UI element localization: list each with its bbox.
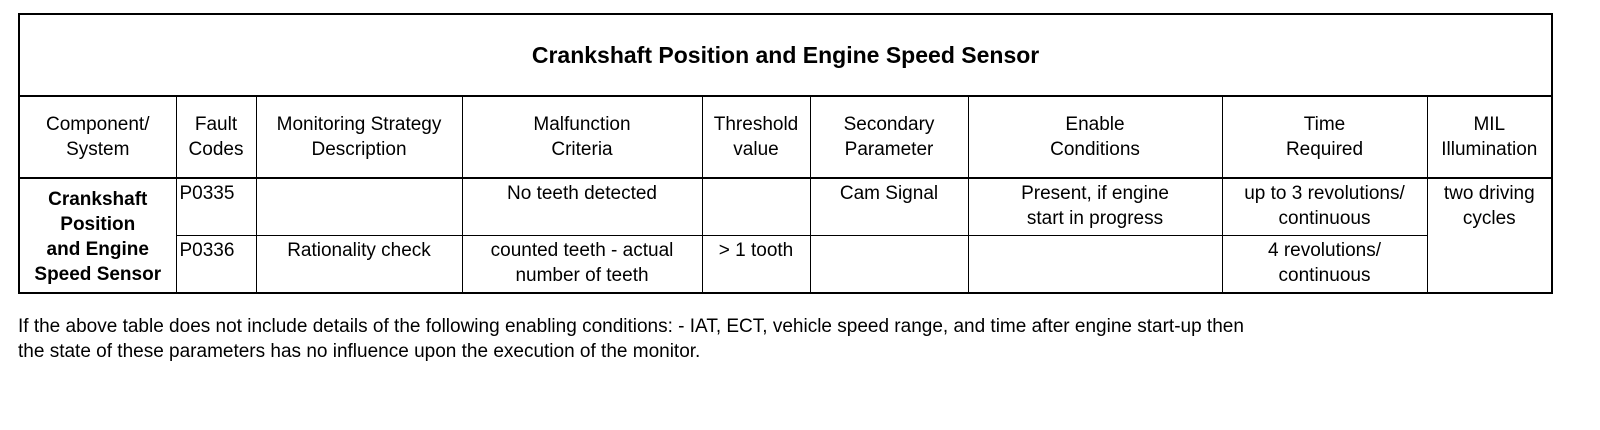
cell-line: No teeth detected — [507, 183, 657, 204]
cell-line: continuous — [1278, 265, 1371, 286]
header-line: System — [66, 139, 130, 160]
cell-line: Present, if engine — [1021, 183, 1169, 204]
header-line: Codes — [188, 139, 244, 160]
header-line: Fault — [194, 114, 238, 135]
header-enable-conditions — [968, 96, 1222, 178]
header-monitoring-strategy — [256, 96, 462, 178]
cell-line: start in progress — [1026, 208, 1164, 229]
header-fault-codes — [176, 96, 256, 178]
time-required-cell — [1222, 178, 1427, 236]
cell-line: number of teeth — [515, 265, 649, 286]
cell-line: Cam Signal — [839, 183, 939, 204]
cell-line: 4 revolutions/ — [1267, 240, 1381, 261]
header-line: Description — [311, 139, 407, 160]
footnote-line: the state of these parameters has no influence upon the execution of the monitor. — [18, 341, 701, 362]
header-line: value — [733, 139, 779, 160]
header-line: Illumination — [1441, 139, 1538, 160]
table-row — [19, 178, 1552, 236]
threshold-value-cell — [702, 236, 810, 294]
header-secondary-parameter — [810, 96, 968, 178]
component-line: and Engine — [46, 238, 149, 260]
threshold-value-cell — [702, 178, 810, 236]
footnote-line: If the above table does not include details of the following enabling conditions: - IAT, ECT, vehicle speed range, and time after engine start-up then — [18, 316, 1244, 337]
header-line: Required — [1285, 139, 1364, 160]
cell-line: cycles — [1462, 208, 1516, 229]
header-time-required — [1222, 96, 1427, 178]
time-required-cell — [1222, 236, 1427, 294]
header-mil-illumination — [1427, 96, 1552, 178]
cell-line: counted teeth - actual — [490, 240, 674, 261]
header-line: Parameter — [844, 139, 934, 160]
component-line: Speed Sensor — [34, 263, 162, 285]
header-line: Secondary — [843, 114, 935, 135]
table-title: Crankshaft Position and Engine Speed Sensor — [19, 14, 1552, 96]
secondary-parameter-cell — [810, 178, 968, 236]
secondary-parameter-cell — [810, 236, 968, 294]
footnote — [18, 314, 1558, 364]
cell-line: up to 3 revolutions/ — [1244, 183, 1405, 204]
component-line: Crankshaft — [48, 188, 148, 210]
fault-code-cell: P0335 — [176, 178, 256, 236]
header-line: MIL — [1473, 114, 1506, 135]
monitoring-strategy-cell — [256, 178, 462, 236]
mil-illumination-cell — [1427, 178, 1552, 293]
table-row — [19, 236, 1552, 294]
enable-conditions-cell — [968, 178, 1222, 236]
monitoring-strategy-cell — [256, 236, 462, 294]
header-line: Enable — [1065, 114, 1125, 135]
component-line: Position — [60, 213, 136, 235]
diagnostic-table — [18, 13, 1553, 294]
header-component-system — [19, 96, 176, 178]
component-cell — [19, 178, 176, 293]
cell-line: continuous — [1278, 208, 1371, 229]
header-line: Malfunction — [533, 114, 631, 135]
cell-line: two driving — [1443, 183, 1535, 204]
header-row — [19, 96, 1552, 178]
header-line: Criteria — [551, 139, 613, 160]
header-line: Threshold — [713, 114, 799, 135]
header-line: Component/ — [45, 114, 150, 135]
header-line: Conditions — [1050, 139, 1140, 160]
cell-line: > 1 tooth — [718, 240, 794, 261]
malfunction-criteria-cell — [462, 178, 702, 236]
header-line: Monitoring Strategy — [276, 114, 442, 135]
header-threshold-value — [702, 96, 810, 178]
enable-conditions-cell — [968, 236, 1222, 294]
fault-code-cell: P0336 — [176, 236, 256, 294]
header-malfunction-criteria — [462, 96, 702, 178]
malfunction-criteria-cell — [462, 236, 702, 294]
header-line: Time — [1303, 114, 1346, 135]
cell-line: Rationality check — [287, 240, 431, 261]
